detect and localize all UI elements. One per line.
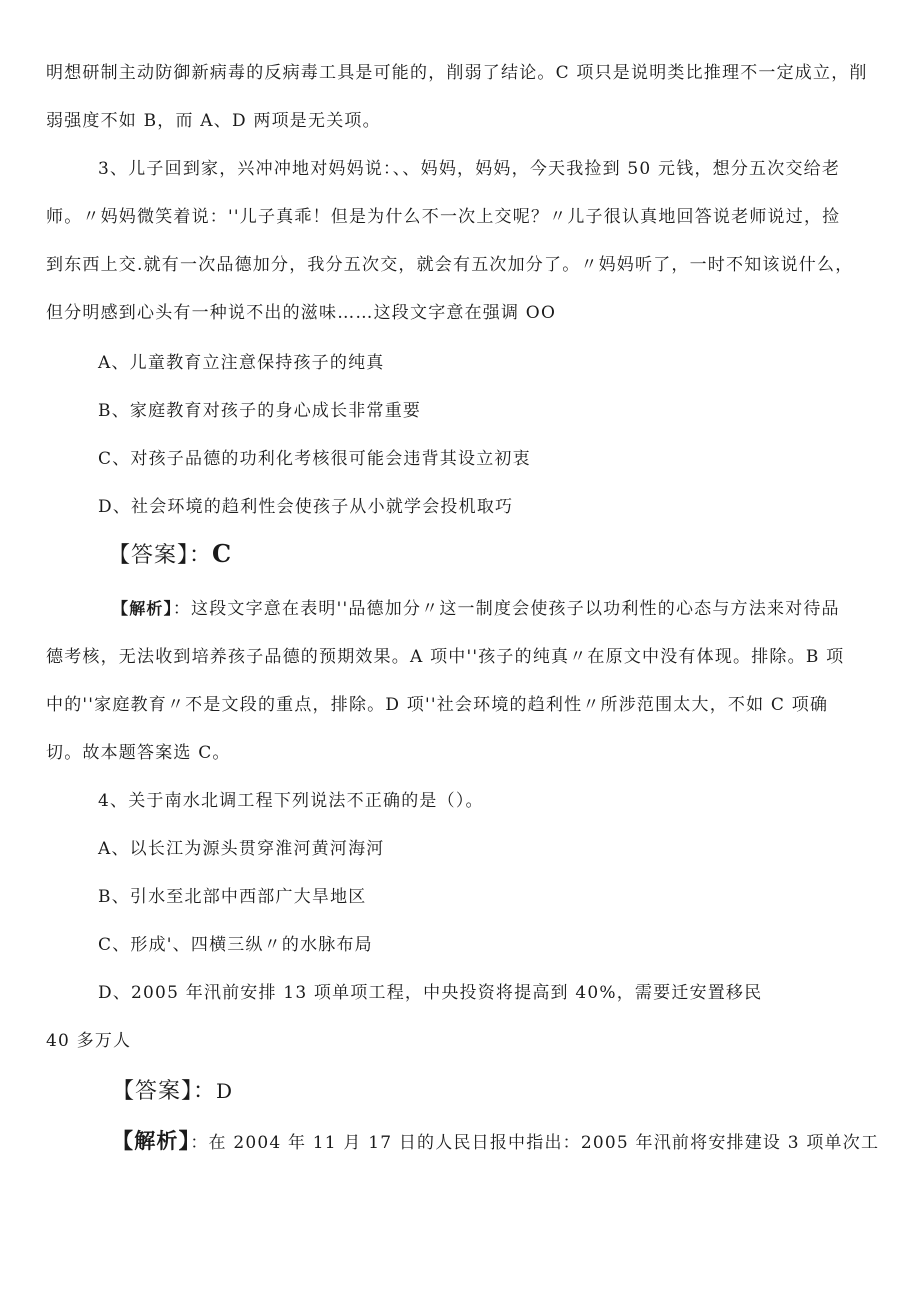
option-d-continued: 40 多万人 <box>46 1031 132 1051</box>
answer-value: C <box>212 539 233 568</box>
question-3-stem-line: 但分明感到心头有一种说不出的滋味……这段文字意在强调 OO <box>46 303 557 323</box>
option-b: B、引水至北部中西部广大旱地区 <box>98 887 367 907</box>
question-3-analysis-line: 中的''家庭教育〃不是文段的重点，排除。D 项''社会环境的趋利性〃所涉范围太大，不如 C 项确 <box>46 695 829 715</box>
option-d: D、社会环境的趋利性会使孩子从小就学会投机取巧 <box>98 497 514 517</box>
answer-label: 【答案】 <box>108 543 190 568</box>
question-3-stem-line: 到东西上交.就有一次品德加分，我分五次交，就会有五次加分了。〃妈妈听了，一时不知该说什么， <box>46 255 854 275</box>
option-c: C、形成'、四横三纵〃的水脉布局 <box>98 935 373 955</box>
question-4-answer <box>112 1080 233 1103</box>
question-3-answer <box>108 539 233 568</box>
answer-value: D <box>216 1079 234 1103</box>
answer-separator: ： <box>189 543 213 568</box>
analysis-text: ：在 2004 年 11 月 17 日的人民日报中指出：2005 年汛前将安排建设 3 项单次工 <box>190 1133 880 1153</box>
option-a: A、以长江为源头贯穿淮河黄河海河 <box>98 839 385 859</box>
question-3-analysis-line: 德考核，无法收到培养孩子品德的预期效果。A 项中''孩子的纯真〃在原文中没有体现。排除。B 项 <box>46 647 845 667</box>
question-3-analysis-line <box>112 598 840 620</box>
answer-label: 【答案】 <box>112 1079 194 1104</box>
option-d: D、2005 年汛前安排 13 项单项工程，中央投资将提高到 40%，需要迁安置移民 <box>98 983 763 1003</box>
question-4-stem: 4、关于南水北调工程下列说法不正确的是（）。 <box>98 791 484 811</box>
question-4-analysis-line <box>112 1130 879 1154</box>
analysis-label: 【解析】 <box>112 599 173 618</box>
option-c: C、对孩子品德的功利化考核很可能会违背其设立初衷 <box>98 449 531 469</box>
paragraph-line: 明想研制主动防御新病毒的反病毒工具是可能的，削弱了结论。C 项只是说明类比推理不一定成立，削 <box>46 63 868 83</box>
paragraph-line: 弱强度不如 B，而 A、D 两项是无关项。 <box>46 111 381 131</box>
answer-separator: ： <box>193 1079 217 1104</box>
option-b: B、家庭教育对孩子的身心成长非常重要 <box>98 401 422 421</box>
question-3-analysis-line: 切。故本题答案选 C。 <box>46 743 231 763</box>
question-3-stem-line: 3、儿子回到家，兴冲冲地对妈妈说：、、妈妈，妈妈，今天我捡到 50 元钱，想分五次交给老 <box>98 159 841 179</box>
question-3-stem-line: 师。〃妈妈微笑着说：''儿子真乖！但是为什么不一次上交呢？〃儿子很认真地回答说老师说过，捡 <box>46 207 841 227</box>
option-a: A、儿童教育立注意保持孩子的纯真 <box>98 353 385 373</box>
analysis-label: 【解析】 <box>112 1129 191 1153</box>
analysis-text: ：这段文字意在表明''品德加分〃这一制度会使孩子以功利性的心态与方法来对待品 <box>172 599 840 619</box>
